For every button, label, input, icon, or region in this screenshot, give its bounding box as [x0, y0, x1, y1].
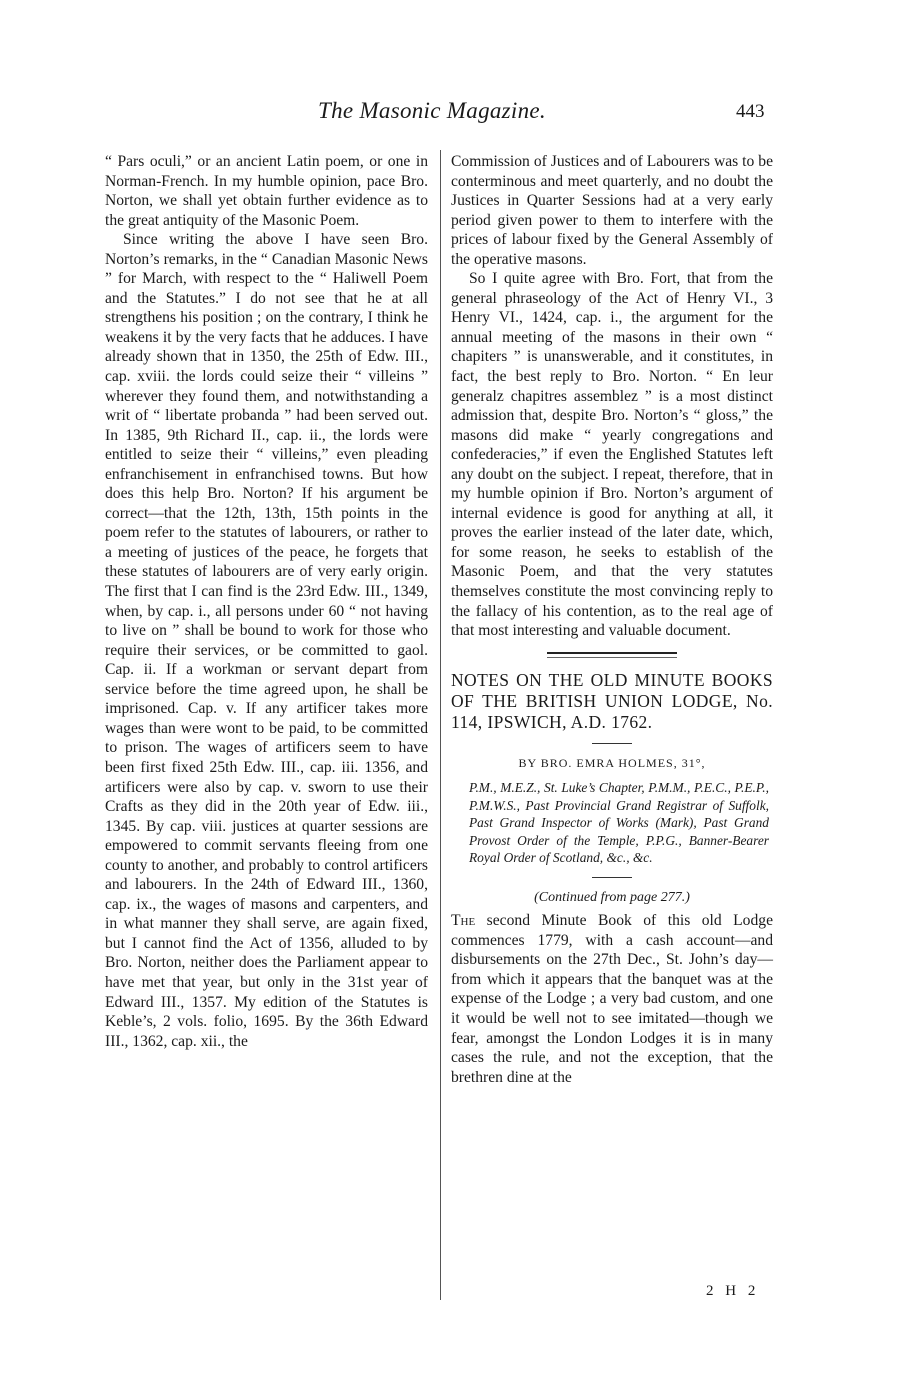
left-paragraph-1: “ Pars oculi,” or an ancient Latin poem, or one in Norman-French. In my humble opinion, pace Bro. Norton, we shall yet obtain further evidence as to the great antiquity of the Masonic Poem. [105, 153, 428, 229]
author-titles: P.M., M.E.Z., St. Luke’s Chapter, P.M.M., P.E.C., P.E.P., P.M.W.S., Past Provincial Grand Registrar of Suffolk, Past Grand Inspector of Works (Mark), Past Grand Provost Order of the Temple, P.P.G., Banner-Bearer Royal Order of Scotland, &c., &c. [469, 780, 769, 866]
section-ornament-rule [547, 652, 677, 658]
right-paragraph-1: Commission of Justices and of Labourers was to be conterminous and meet quarterly, and no doubt the Justices in Quarter Sessions had at a very early period given power to them to interfere with the prices of labour fixed by the General Assembly of the operative masons. [451, 153, 773, 268]
body-text: second Minute Book of this old Lodge commences 1779, with a cash account—and disbursements on the 27th Dec., St. John’s day—from which it appears that the banquet was at the expense of the Lodge ; a very bad custom, and one it would be well not to see imitated—though we fear, amongst the London Lodges it is in many cases the rule, and not the exception, that the brethren dine at the [451, 912, 773, 1086]
signature-mark: 2 H 2 [706, 1283, 760, 1299]
column-divider [440, 150, 441, 1300]
continued-note: (Continued from page 277.) [534, 889, 690, 905]
left-paragraph-2: Since writing the above I have seen Bro. Norton’s remarks, in the “ Canadian Masonic News ” for March, with respect to the “ Haliwell Poem and the Statutes.” I do not see that he at all strengthens his position ; on the contrary, I think he weakens it by the very facts that he adduces. I have already shown that in 1350, the 25th of Edw. III., cap. xviii. the lords could seize their “ villeins ” wherever they found them, and notwithstanding a writ of “ libertate probanda ” had been served out. In 1385, 9th Richard II., cap. ii., the lords were entitled to seize their “ villeins,” even pleading enfranchisement in enfranchised towns. But how does this help Bro. Norton? If his argument be correct—that the 12th, 13th, 15th points in the poem refer to the statutes of labourers, or rather to a meeting of justices of the peace, he forgets that these statutes of labourers are of very early origin. The first that I can find is the 23rd Edw. III., 1349, when, by cap. i., all persons under 60 “ not having to live on ” shall be bound to work for those who require their services, or be committed to gaol. Cap. ii. If a workman or servant depart from service before the time agreed upon, he shall be imprisoned. Cap. v. If any artificer takes more wages than were wont to be paid, to be committed to prison. The wages of artificers seem to have been first fixed 25th Edw. III., cap. iii. 1356, and artificers were also by cap. v. sworn to use their Crafts as they did in the 20th year of Edw. iii., 1345. By cap. viii. justices at quarter sessions are empowered to commit servants fleeing from one county to another, and probably to control artificers and labourers. In the 24th of Edward III., 1360, cap. ix., the wages of masons and carpenters, and in what manner they shall serve, are again fixed, but I cannot find the Act of 1356, alluded to by Bro. Norton, neither does the Parliament appear to have met that year, but only in the 31st year of Edward III., 1357. My edition of the Statutes is Keble’s, 2 vols. folio, 1695. By the 36th Edward III., 1362, cap. xii., the [105, 231, 428, 1050]
right-column [451, 152, 773, 1087]
running-header [0, 98, 907, 128]
body-lead-word: The [451, 912, 476, 930]
article-heading: NOTES ON THE OLD MINUTE BOOKS OF THE BRITISH UNION LODGE, No. 114, IPSWICH, A.D. 1762. [451, 669, 773, 732]
page-number: 443 [736, 101, 765, 122]
left-column [105, 152, 428, 1051]
heading-short-rule [592, 743, 632, 744]
titles-short-rule [592, 877, 632, 878]
article-body [451, 911, 773, 1087]
right-paragraph-2: So I quite agree with Bro. Fort, that from the general phraseology of the Act of Henry VI., 3 Henry VI., 1424, cap. i., the argument for the annual meeting of the masons in their own “ chapiters ” is unanswerable, and it constitutes, in fact, the best reply to Bro. Norton. “ En leur generalz chapitres assemblez ” is a most distinct admission that, despite Bro. Norton’s “ gloss,” the masons did make “ yearly congregations and confederacies,” if even the Englished Statutes left any doubt on the subject. I repeat, therefore, that in my humble opinion if Bro. Norton’s argument of internal evidence is good for anything at all, it proves the earlier instead of the later date, which, for some reason, he seeks to establish of the Masonic Poem, and that the very statutes themselves constitute the most convincing reply to the fallacy of his contention, as to the real age of that most interesting and valuable document. [451, 270, 773, 640]
magazine-title: The Masonic Magazine. [318, 98, 546, 123]
article-byline: BY BRO. EMRA HOLMES, 31°, [518, 755, 706, 770]
